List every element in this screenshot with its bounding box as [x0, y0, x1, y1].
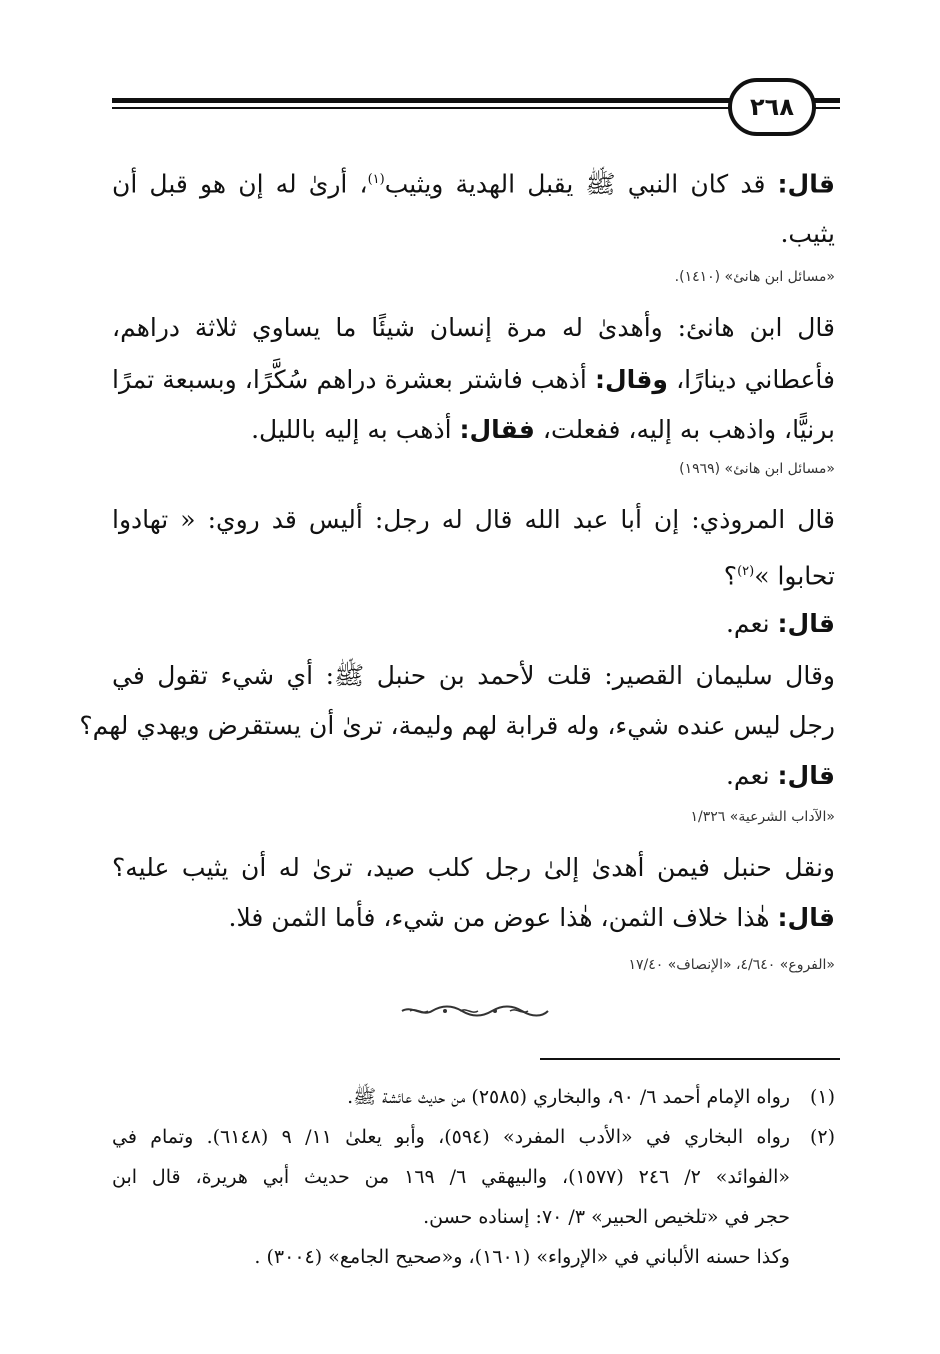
- footnote-1-text: رواه الإمام أحمد ٦/ ٩٠، والبخاري (٢٥٨٥) من حديث عائشة ﷺ.: [347, 1086, 790, 1108]
- text-run: ، أرىٰ له إن هو قبل أن: [112, 169, 368, 199]
- footnote-2-line: «الفوائد» ٢/ ٢٤٦ (١٥٧٧)، والبيهقي ٦/ ١٦٩ من حديث أبي هريرة، قال ابن: [112, 1166, 790, 1188]
- text-run: نعم.: [725, 609, 778, 638]
- page-number-badge: [728, 78, 816, 136]
- keyword-qal: قال:: [777, 609, 835, 638]
- footnote-ref[interactable]: (٢): [737, 564, 755, 579]
- body-line: [726, 604, 835, 644]
- keyword-qal: قال:: [777, 169, 835, 199]
- footnote-2-line: حجر في «تلخيص الحبير» ٣/ ٧٠: إسناده حسن.: [423, 1206, 790, 1228]
- text-run: تحابوا »: [754, 561, 835, 591]
- body-line: [726, 756, 835, 796]
- body-line: [112, 360, 835, 400]
- ornament-divider-icon: [400, 1003, 550, 1019]
- text-run: أذهب فاشتر بعشرة دراهم سُكَّرًا، وبسبعة تمرًا: [112, 365, 595, 394]
- footnote-1-number: (١): [809, 1086, 835, 1108]
- body-line: يثيب.: [780, 219, 835, 248]
- keyword-qal: وقال:: [594, 365, 668, 394]
- footnote-2-line: رواه البخاري في «الأدب المفرد» (٥٩٤)، وأبو يعلىٰ ١١/ ٩ (٦١٤٨). وتمام في: [112, 1126, 791, 1148]
- body-line: [229, 898, 835, 938]
- source-citation: «الآداب الشرعية» ١/٣٢٦: [690, 809, 835, 825]
- text-run: أذهب به إليه بالليل.: [251, 415, 460, 444]
- text-run: نعم.: [725, 761, 778, 790]
- text-run: هٰذا خلاف الثمن، هٰذا عوض من شيء، فأما الثمن فلا.: [228, 903, 778, 932]
- keyword-faqal: فقال:: [459, 415, 535, 444]
- body-line: قال ابن هانئ: وأهدىٰ له مرة إنسان شيئًا ما يساوي ثلاثة دراهم،: [112, 313, 835, 342]
- keyword-qal: قال:: [777, 903, 835, 932]
- text-run: ؟: [723, 561, 738, 591]
- source-citation: «مسائل ابن هانئ» (١٤١٠).: [674, 269, 835, 285]
- footnote-rule: [540, 1058, 840, 1060]
- body-line: وقال سليمان القصير: قلت لأحمد بن حنبل ﷺ: أي شيء تقول في: [112, 661, 835, 690]
- body-line: [112, 160, 835, 204]
- body-line: [724, 552, 835, 596]
- keyword-qal: قال:: [777, 761, 835, 790]
- text-run: قد كان النبي ﷺ يقبل الهدية ويثيب: [384, 169, 778, 199]
- page-number: ٢٦٨: [750, 93, 794, 121]
- body-line: ونقل حنبل فيمن أهدىٰ إلىٰ رجل كلب صيد، ترىٰ له أن يثيب عليه؟: [112, 853, 835, 882]
- body-line: قال المروذي: إن أبا عبد الله قال له رجل: أليس قد روي: « تهادوا: [112, 505, 835, 534]
- text-run: فأعطاني دينارًا،: [667, 365, 835, 394]
- source-citation: «مسائل ابن هانئ» (١٩٦٩): [679, 461, 835, 477]
- body-line: [251, 410, 835, 450]
- footnote-2-number: (٢): [809, 1126, 835, 1148]
- footnote-ref[interactable]: (١): [367, 172, 385, 187]
- text-run: برنيًّا، واذهب به إليه، ففعلت،: [534, 415, 835, 444]
- footnote-2-line: وكذا حسنه الألباني في «الإرواء» (١٦٠١)، و«صحيح الجامع» (٣٠٠٤) .: [254, 1246, 790, 1268]
- body-line: رجل ليس عنده شيء، وله قرابة لهم وليمة، ترىٰ أن يستقرض ويهدي لهم؟: [79, 711, 835, 740]
- source-citation: «الفروع» ٤/٦٤٠، «الإنصاف» ١٧/٤٠: [628, 957, 835, 973]
